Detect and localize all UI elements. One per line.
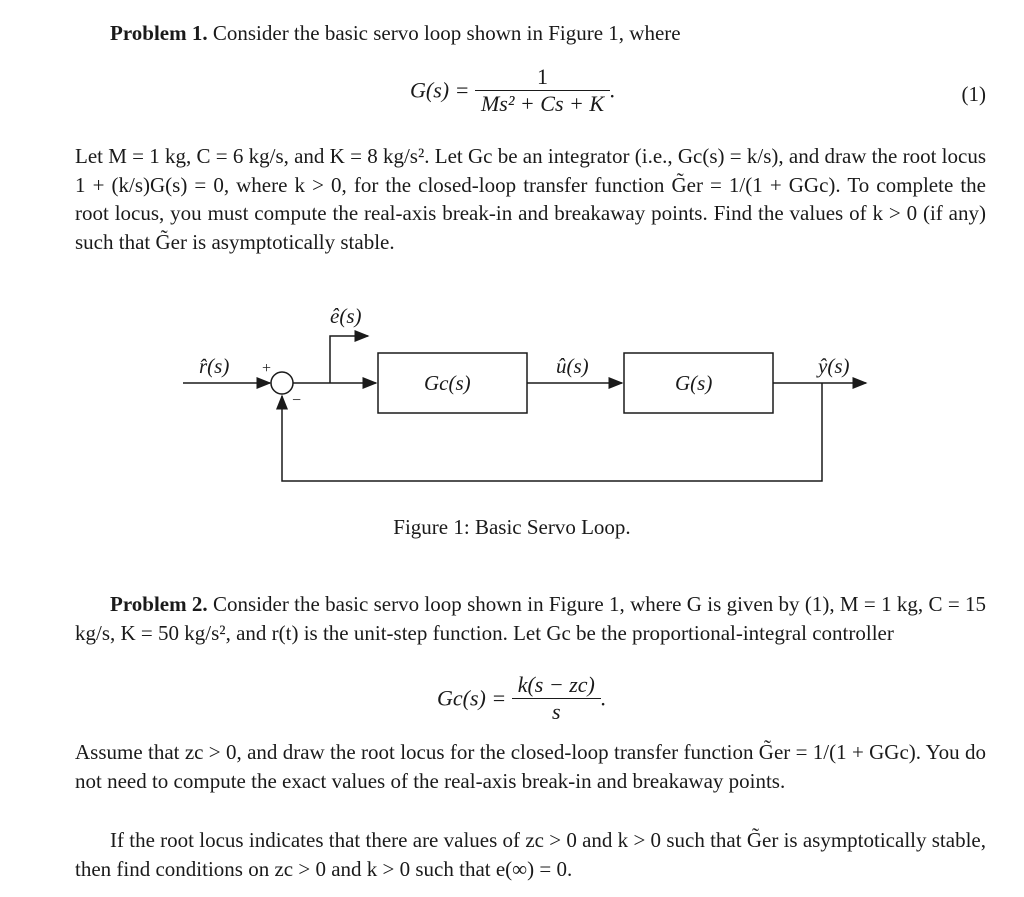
feedback-path [282,383,822,481]
problem1-body: Let M = 1 kg, C = 6 kg/s, and K = 8 kg/s². Let Gc be an integrator (i.e., Gc(s) = k/s), and draw the root locus 1 + (k/s)G(s) = 0, where k > 0, for the closed-loop transfer function G̃er = 1/(1 + GGc). To complete the root locus, you must compute the real-axis break-in and breakaway points. Find the values of k > 0 (if any) such that G̃er is asymptotically stable. [75,144,986,254]
problem2-heading: Problem 2. [110,592,208,616]
problem1-intro: Consider the basic servo loop shown in Figure 1, where [212,21,681,45]
problem2-paragraph-3 [75,826,986,883]
equation-1-lhs: G(s) = [410,77,470,103]
equation-2-denominator: s [512,698,601,725]
summing-junction [271,372,293,394]
equation-1-fraction [475,64,610,117]
equation-2-numerator: k(s − zc) [517,672,595,697]
error-label: ê(s) [330,304,362,328]
plus-sign: + [262,360,272,377]
figure-caption: Figure 1: Basic Servo Loop. [393,515,631,539]
equation-2-fraction [512,672,601,725]
equation-1-numerator: 1 [537,64,548,89]
minus-sign: − [292,392,302,409]
error-tap-line [330,336,368,383]
equation-2-lhs: Gc(s) = [437,685,507,711]
equation-1: G(s) = $\frac{1}{\text{Ms² + Cs + K}}$ . [410,64,616,116]
problem2-paragraph-3-text: If the root locus indicates that there are values of zc > 0 and k > 0 such that G̃er is asymptotically stable, then find conditions on zc > 0 and k > 0 such that e(∞) = 0. [75,828,986,881]
plant-block-label: G(s) [675,371,713,395]
equation-1-number: (1) [961,82,986,106]
control-label: û(s) [556,354,589,378]
problem2-paragraph-2: Assume that zc > 0, and draw the root locus for the closed-loop transfer function G̃er = 1/(1 + GGc). You do not need to compute the exact values of the real-axis break-in and breakaway points. [75,740,986,793]
equation-2: Gc(s) = $\frac{k(s - zc)}{s}$ . [437,672,607,724]
problem1-heading: Problem 1. [110,21,208,45]
input-label: r̂(s) [199,354,230,378]
problem2-intro-block [75,590,986,647]
problem1-intro-line [75,19,986,48]
problem2-intro: Consider the basic servo loop shown in Figure 1, where G is given by (1), M = 1 kg, C = 15 kg/s, K = 50 kg/s², and r(t) is the unit-step function. Let Gc be the proportional-integral controller [75,592,986,645]
equation-1-denominator: Ms² + Cs + K [475,90,610,117]
controller-block-label: Gc(s) [424,371,471,395]
servo-loop-diagram [0,290,1024,500]
output-label: ŷ(s) [818,354,850,378]
